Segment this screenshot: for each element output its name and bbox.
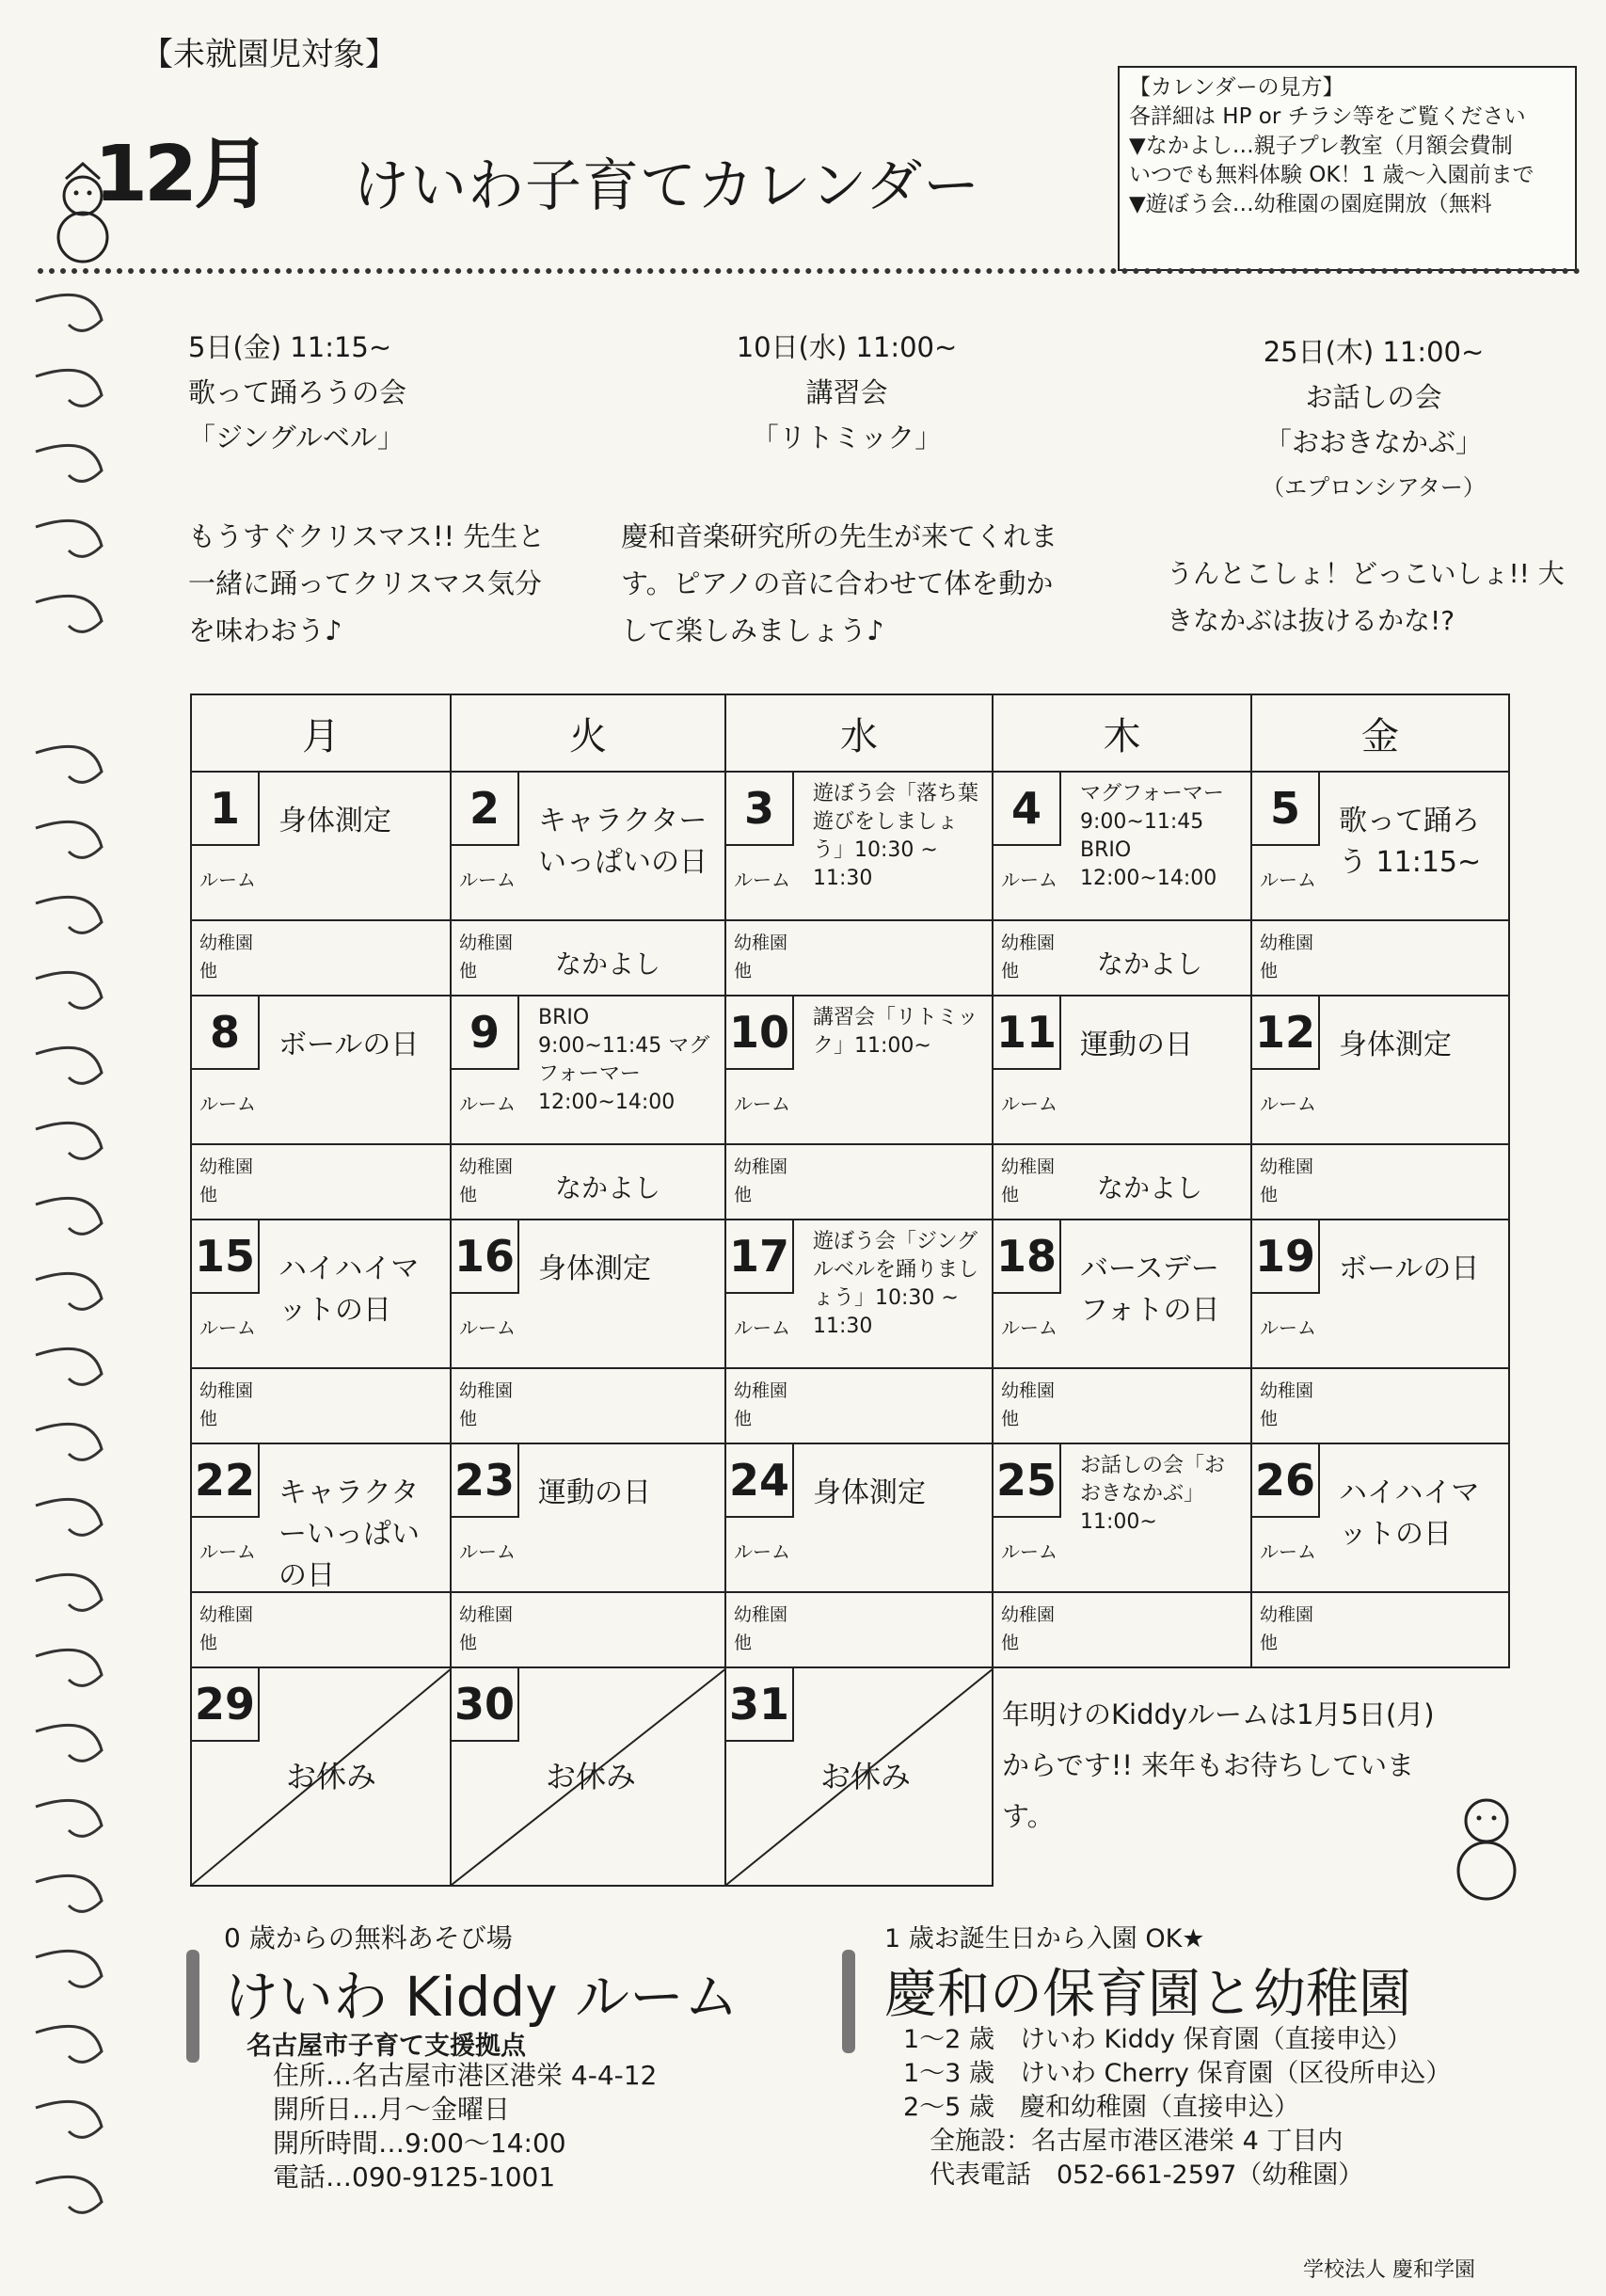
footer-title: けいわ Kiddy ルーム	[224, 1965, 739, 2029]
calendar-week-row	[191, 1220, 1509, 1443]
room-activity: 講習会「リトミック」11:00~	[813, 1006, 978, 1058]
strike-line	[452, 1668, 726, 1885]
calendar-day-cell	[993, 1443, 1251, 1667]
footer-line: 代表電話 052-661-2597（幼稚園）	[930, 2160, 1364, 2190]
divider-bar	[842, 1950, 855, 2053]
kinder-label-text: 幼稚園	[734, 1380, 788, 1401]
kinder-label	[734, 929, 787, 985]
calendar-day-cell	[993, 1220, 1251, 1443]
kinder-label-text: 幼稚園	[199, 933, 254, 953]
room-activity: キャラクターいっぱいの日	[278, 1476, 420, 1592]
kinder-label	[1001, 1153, 1055, 1209]
calendar-day-cell	[191, 1443, 451, 1667]
cell-divider	[452, 1367, 724, 1369]
calendar-day-cell	[191, 1667, 451, 1886]
room-activity: マグフォーマー 9:00~11:45 BRIO 12:00~14:00	[1080, 782, 1224, 890]
calendar-week-row	[191, 772, 1509, 996]
cell-divider	[994, 1367, 1250, 1369]
event-sub: 「ジングルベル」	[188, 422, 405, 454]
kinder-label	[1001, 929, 1055, 985]
room-label: ルーム	[734, 1316, 790, 1339]
day-number: 11	[994, 997, 1061, 1070]
divider-bar	[186, 1950, 199, 2063]
day-number: 29	[192, 1668, 260, 1742]
spiral-binding-icon	[26, 282, 130, 2296]
cell-divider	[192, 919, 450, 921]
cell-divider	[726, 919, 992, 921]
kinder-label	[734, 1377, 787, 1433]
other-label: 他	[1260, 1409, 1279, 1429]
kinder-label-text: 幼稚園	[1260, 933, 1314, 953]
room-activity: 身体測定	[538, 1252, 651, 1285]
event-sub: 「リトミック」	[751, 422, 943, 454]
room-label: ルーム	[1001, 1092, 1057, 1115]
kinder-label-text: 幼稚園	[734, 1156, 788, 1177]
day-number: 4	[994, 773, 1061, 846]
event-date: 25日(木) 11:00~	[1263, 336, 1485, 368]
kinder-label-text: 幼稚園	[1001, 1156, 1056, 1177]
calendar-day-cell	[725, 996, 993, 1220]
room-activity: 運動の日	[538, 1476, 651, 1509]
new-year-note: 年明けのKiddyルームは1月5日(月)からです!! 来年もお待ちしています。	[1002, 1698, 1435, 1832]
kinder-label-text: 幼稚園	[199, 1380, 254, 1401]
kinder-label	[459, 1601, 513, 1657]
cell-divider	[726, 1143, 992, 1145]
cell-divider	[192, 1591, 450, 1593]
day-number: 18	[994, 1220, 1061, 1294]
strike-line	[192, 1668, 452, 1885]
kinder-label	[1260, 1601, 1313, 1657]
room-label: ルーム	[199, 1316, 256, 1339]
room-activity: BRIO 9:00~11:45 マグフォーマー 12:00~14:00	[538, 1006, 710, 1114]
event-workshop	[621, 325, 1073, 460]
calendar-legend	[1118, 66, 1577, 271]
room-activity: 遊ぼう会「ジングルベルを踊りましょう」10:30 ~ 11:30	[813, 1230, 979, 1338]
weekday-header: 木	[993, 694, 1251, 772]
room-activity: 遊ぼう会「落ち葉遊びをしましょう」10:30 ~ 11:30	[813, 782, 979, 890]
cell-divider	[994, 919, 1250, 921]
day-number: 19	[1252, 1220, 1320, 1294]
kinder-label-text: 幼稚園	[459, 1156, 514, 1177]
room-activity: ハイハイマットの日	[1339, 1476, 1480, 1551]
footer-line: 2～5 歳 慶和幼稚園（直接申込）	[903, 2093, 1299, 2122]
event-date: 5日(金) 11:15~	[188, 331, 392, 363]
cell-divider	[192, 1143, 450, 1145]
kinder-label	[199, 1377, 253, 1433]
room-label: ルーム	[459, 869, 516, 891]
day-number: 8	[192, 997, 260, 1070]
other-label: 他	[1001, 1633, 1020, 1653]
kinder-label-text: 幼稚園	[459, 1604, 514, 1625]
kinder-activity: なかよし	[1097, 1172, 1203, 1204]
event-description: 慶和音楽研究所の先生が来てくれます。ピアノの音に合わせて体を動かして楽しみましょう♪	[621, 520, 1058, 646]
footer-details	[273, 2059, 657, 2194]
calendar-day-cell	[451, 1220, 725, 1443]
calendar-day-cell	[993, 772, 1251, 996]
room-label: ルーム	[459, 1540, 516, 1563]
kinder-activity: なかよし	[555, 949, 661, 980]
weekday-header: 水	[725, 694, 993, 772]
room-label: ルーム	[1001, 1540, 1057, 1563]
month-title: 12月	[94, 130, 268, 219]
event-storytime	[1167, 329, 1581, 510]
kinder-activity: なかよし	[555, 1172, 661, 1204]
calendar-day-cell	[725, 1667, 993, 1886]
calendar-day-cell	[725, 1220, 993, 1443]
cell-divider	[1252, 919, 1508, 921]
room-label: ルーム	[199, 1540, 256, 1563]
kinder-label-text: 幼稚園	[199, 1604, 254, 1625]
kinder-label	[734, 1153, 787, 1209]
day-number: 1	[192, 773, 260, 846]
calendar-day-cell	[725, 772, 993, 996]
kinder-label-text: 幼稚園	[1260, 1156, 1314, 1177]
calendar-day-cell	[451, 1443, 725, 1667]
other-label: 他	[734, 1409, 753, 1429]
day-number: 30	[452, 1668, 519, 1742]
kinder-activity: なかよし	[1097, 949, 1203, 980]
footer-line: 電話…090-9125-1001	[273, 2161, 556, 2192]
other-label: 他	[199, 961, 218, 981]
day-number: 12	[1252, 997, 1320, 1070]
weekday-header: 金	[1251, 694, 1509, 772]
page-title: けいわ子育てカレンダー	[353, 153, 981, 219]
kinder-label-text: 幼稚園	[1260, 1380, 1314, 1401]
room-activity: ボールの日	[1339, 1252, 1480, 1285]
cell-divider	[726, 1591, 992, 1593]
room-label: ルーム	[199, 1092, 256, 1115]
other-label: 他	[734, 1633, 753, 1653]
other-label: 他	[199, 1185, 218, 1205]
kinder-label-text: 幼稚園	[1001, 1604, 1056, 1625]
legend-line: 各詳細は HP or チラシ等をご覧ください	[1129, 104, 1526, 129]
calendar-day-cell	[1251, 1220, 1509, 1443]
other-label: 他	[199, 1633, 218, 1653]
dotted-divider	[38, 268, 1581, 274]
kinder-label	[199, 1601, 253, 1657]
day-number: 2	[452, 773, 519, 846]
kinder-label	[459, 929, 513, 985]
footer-line: 1～3 歳 けいわ Cherry 保育園（区役所申込）	[903, 2059, 1452, 2088]
other-label: 他	[1260, 1185, 1279, 1205]
kinder-label	[459, 1377, 513, 1433]
room-label: ルーム	[1001, 1316, 1057, 1339]
calendar-day-cell	[1251, 772, 1509, 996]
calendar-day-cell	[451, 996, 725, 1220]
cell-divider	[1252, 1367, 1508, 1369]
day-number: 17	[726, 1220, 794, 1294]
calendar-day-cell	[191, 1220, 451, 1443]
room-label: ルーム	[734, 869, 790, 891]
kinder-label-text: 幼稚園	[734, 933, 788, 953]
closed-label: お休み	[820, 1759, 912, 1794]
day-number: 16	[452, 1220, 519, 1294]
other-label: 他	[199, 1409, 218, 1429]
closed-label: お休み	[286, 1759, 377, 1794]
other-label: 他	[459, 1633, 478, 1653]
room-activity: キャラクターいっぱいの日	[538, 805, 708, 879]
calendar-week-row	[191, 1443, 1509, 1667]
room-label: ルーム	[199, 869, 256, 891]
room-activity: 身体測定	[813, 1476, 926, 1509]
room-activity: ボールの日	[278, 1028, 420, 1061]
closed-label: お休み	[546, 1759, 637, 1794]
calendar-day-cell	[1251, 1443, 1509, 1667]
kinder-label	[1001, 1377, 1055, 1433]
day-number: 10	[726, 997, 794, 1070]
footer-line: 住所…名古屋市港区港栄 4-4-12	[273, 2060, 658, 2091]
event-singalong	[188, 325, 546, 460]
calendar-day-cell	[451, 772, 725, 996]
kinder-label-text: 幼稚園	[1001, 933, 1056, 953]
day-number: 24	[726, 1444, 794, 1518]
footer-line: 全施設：名古屋市港区港栄 4 丁目内	[930, 2127, 1344, 2156]
event-name: お話しの会	[1305, 381, 1442, 413]
event-sub: （エプロンシアター）	[1262, 474, 1486, 501]
room-label: ルーム	[459, 1316, 516, 1339]
room-label: ルーム	[1260, 869, 1316, 891]
room-activity: 身体測定	[278, 805, 391, 837]
room-activity: バースデーフォトの日	[1080, 1252, 1220, 1327]
day-number: 3	[726, 773, 794, 846]
weekday-header: 火	[451, 694, 725, 772]
day-number: 9	[452, 997, 519, 1070]
kinder-label	[199, 929, 253, 985]
day-number: 5	[1252, 773, 1320, 846]
day-number: 15	[192, 1220, 260, 1294]
room-label: ルーム	[1260, 1316, 1316, 1339]
room-activity: 身体測定	[1339, 1028, 1452, 1061]
room-label: ルーム	[734, 1540, 790, 1563]
cell-divider	[192, 1367, 450, 1369]
kinder-label-text: 幼稚園	[734, 1604, 788, 1625]
other-label: 他	[734, 1185, 753, 1205]
calendar-day-cell	[993, 996, 1251, 1220]
kinder-label	[1260, 1153, 1313, 1209]
cell-divider	[994, 1143, 1250, 1145]
room-activity: 運動の日	[1080, 1028, 1193, 1061]
room-label: ルーム	[1001, 869, 1057, 891]
room-label: ルーム	[1260, 1540, 1316, 1563]
day-number: 25	[994, 1444, 1061, 1518]
cell-divider	[452, 919, 724, 921]
other-label: 他	[459, 1409, 478, 1429]
event-description: うんとこしょ！どっこいしょ!! 大きなかぶは抜けるかな!?	[1167, 558, 1565, 636]
kinder-label-text: 幼稚園	[459, 1380, 514, 1401]
footer-caption: 0 歳からの無料あそび場	[224, 1922, 513, 1953]
weekday-header-row	[191, 694, 1509, 772]
calendar-day-cell	[191, 772, 451, 996]
kinder-label-text: 幼稚園	[1001, 1380, 1056, 1401]
other-label: 他	[1001, 961, 1020, 981]
snowman-icon	[45, 160, 120, 263]
legend-line: いつでも無料体験 OK！1 歳～入園前まで	[1129, 163, 1534, 187]
footer-title: 慶和の保育園と幼稚園	[884, 1964, 1411, 2025]
kinder-label-text: 幼稚園	[459, 933, 514, 953]
day-number: 26	[1252, 1444, 1320, 1518]
kinder-label	[1260, 929, 1313, 985]
room-activity: 歌って踊ろう 11:15~	[1339, 805, 1482, 879]
kinder-label	[734, 1601, 787, 1657]
room-label: ルーム	[1260, 1092, 1316, 1115]
legend-line: 【カレンダーの見方】	[1129, 75, 1344, 100]
footer-line: 開所時間…9:00～14:00	[273, 2128, 566, 2159]
calendar-day-cell	[725, 1443, 993, 1667]
kinder-label	[1260, 1377, 1313, 1433]
kinder-label-text: 幼稚園	[1260, 1604, 1314, 1625]
cell-divider	[994, 1591, 1250, 1593]
calendar-day-cell	[1251, 996, 1509, 1220]
cell-divider	[726, 1367, 992, 1369]
day-number: 22	[192, 1444, 260, 1518]
target-tag: 【未就園児対象】	[141, 36, 397, 73]
legend-line: ▼なかよし…親子プレ教室（月額会費制	[1129, 134, 1513, 158]
other-label: 他	[1260, 1633, 1279, 1653]
calendar-day-cell	[451, 1667, 725, 1886]
event-description: もうすぐクリスマス!! 先生と一緒に踊ってクリスマス気分を味わおう♪	[188, 520, 546, 646]
event-name: 講習会	[805, 376, 888, 408]
cell-divider	[1252, 1143, 1508, 1145]
other-label: 他	[1001, 1185, 1020, 1205]
footer-caption: 1 歳お誕生日から入園 OK★	[884, 1924, 1205, 1953]
day-number: 23	[452, 1444, 519, 1518]
footer-details	[903, 2023, 1451, 2192]
kinder-label-text: 幼稚園	[199, 1156, 254, 1177]
kinder-label	[1001, 1601, 1055, 1657]
cell-divider	[452, 1591, 724, 1593]
footer-line: 1～2 歳 けいわ Kiddy 保育園（直接申込）	[903, 2025, 1412, 2054]
legend-line: ▼遊ぼう会…幼稚園の園庭開放（無料	[1129, 192, 1492, 216]
event-name: 歌って踊ろうの会	[188, 376, 407, 408]
other-label: 他	[459, 961, 478, 981]
kinder-label	[459, 1153, 513, 1209]
cell-divider	[1252, 1591, 1508, 1593]
cell-divider	[452, 1143, 724, 1145]
room-activity: ハイハイマットの日	[278, 1252, 420, 1327]
snowman-icon	[1439, 1788, 1534, 1901]
strike-line	[726, 1668, 994, 1885]
footer-subtitle: 名古屋市子育て支援拠点	[246, 2032, 526, 2061]
room-activity: お話しの会「おおきなかぶ」11:00~	[1080, 1454, 1226, 1534]
weekday-header: 月	[191, 694, 451, 772]
room-label: ルーム	[459, 1092, 516, 1115]
other-label: 他	[459, 1185, 478, 1205]
room-label: ルーム	[734, 1092, 790, 1115]
kinder-label	[199, 1153, 253, 1209]
calendar-week-row	[191, 996, 1509, 1220]
day-number: 31	[726, 1668, 794, 1742]
other-label: 他	[734, 961, 753, 981]
school-name: 学校法人 慶和学園	[1303, 2258, 1475, 2282]
other-label: 他	[1001, 1409, 1020, 1429]
footer-line: 開所日…月～金曜日	[273, 2094, 511, 2125]
other-label: 他	[1260, 961, 1279, 981]
event-sub: 「おおきなかぶ」	[1264, 426, 1483, 458]
calendar-day-cell	[191, 996, 451, 1220]
event-date: 10日(水) 11:00~	[736, 331, 958, 363]
